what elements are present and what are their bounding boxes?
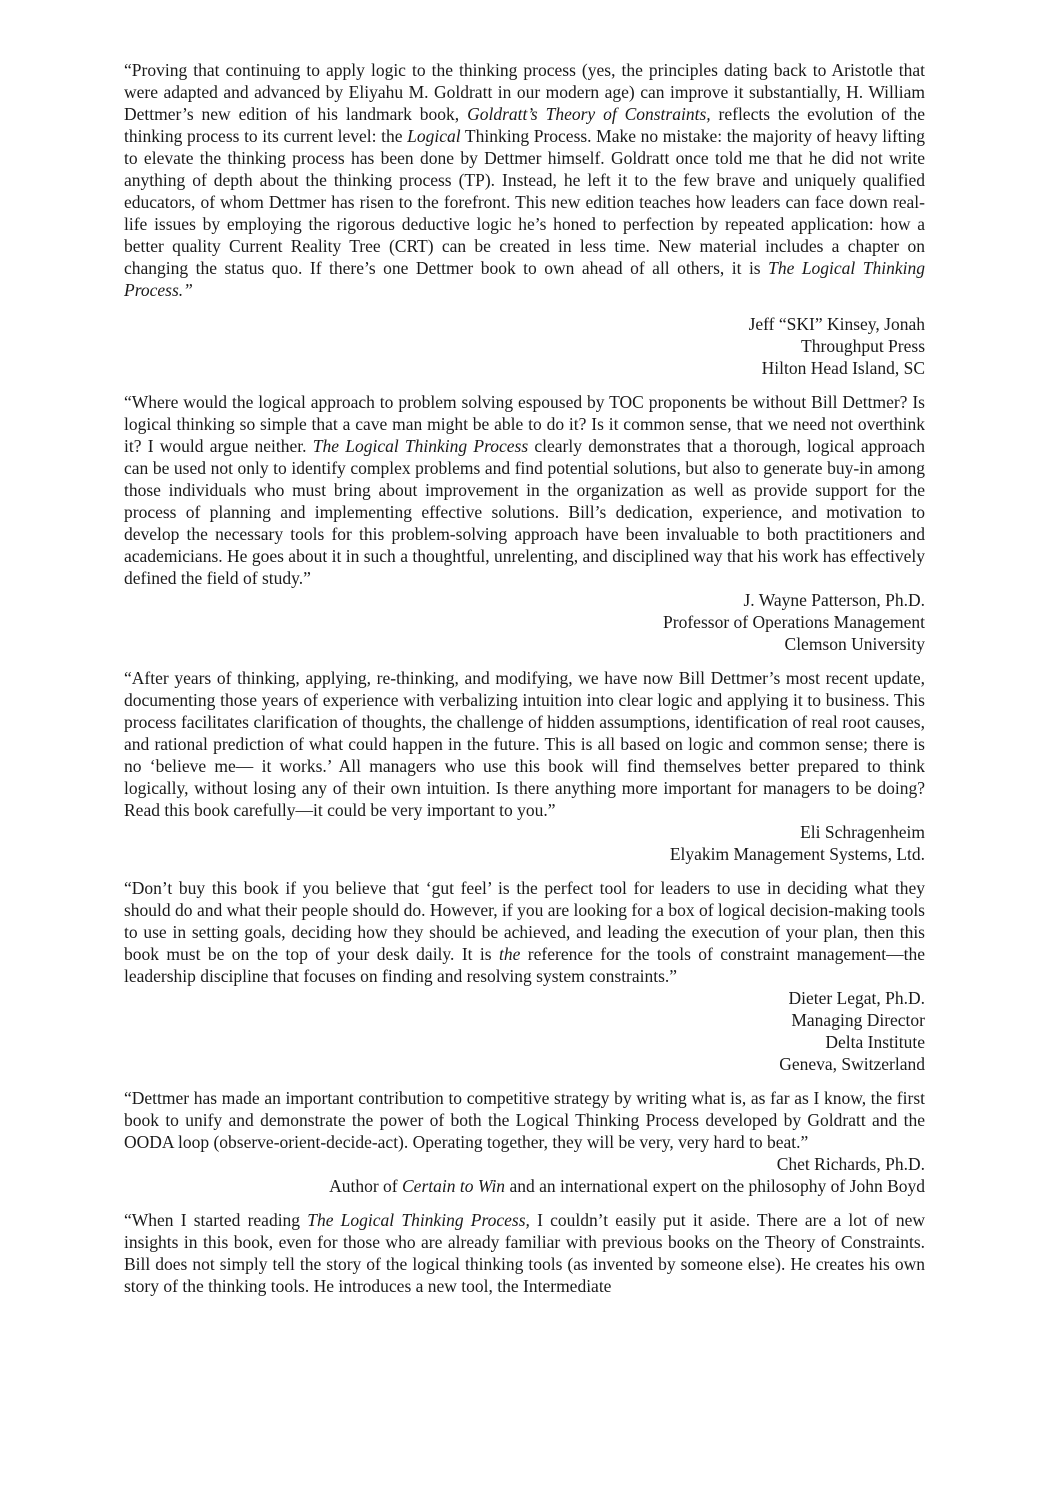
attribution-line: Geneva, Switzerland bbox=[779, 1054, 925, 1074]
attribution-line: Professor of Operations Management bbox=[663, 612, 925, 632]
testimonial-attribution bbox=[124, 821, 925, 865]
testimonial-attribution bbox=[124, 1153, 925, 1197]
attribution-line: J. Wayne Patterson, Ph.D. bbox=[743, 590, 925, 610]
testimonial-attribution bbox=[124, 313, 925, 379]
attribution-line: Elyakim Management Systems, Ltd. bbox=[669, 844, 925, 864]
attribution-line: Throughput Press bbox=[801, 336, 925, 356]
attribution-line: Hilton Head Island, SC bbox=[761, 358, 925, 378]
testimonial-quote: “Proving that continuing to apply logic to the thinking process (yes, the principles dating back to Aristotle that were adapted and advanced by Eliyahu M. Goldratt in our modern age) can improve it substantially, H. William Dettmer’s new edition of his landmark book, Goldratt’s Theory of Constraints, reflects the evolution of the thinking process to its current level: the Logical Thinking Process. Make no mistake: the majority of heavy lifting to elevate the thinking process has been done by Dettmer himself. Goldratt once told me that he did not write anything of depth about the thinking process (TP). Instead, he left it to the few brave and uniquely qualified educators, of whom Dettmer has risen to the forefront. This new edition teaches how leaders can face down real-life issues by employing the rigorous deductive logic he’s honed to perfection by repeated application: how a better quality Current Reality Tree (CRT) can be created in less time. New material includes a chapter on changing the status quo. If there’s one Dettmer book to own ahead of all others, it is The Logical Thinking Process.” bbox=[124, 60, 925, 300]
testimonial-quote: “When I started reading The Logical Thinking Process, I couldn’t easily put it aside. There are a lot of new insights in this book, even for those who are already familiar with previous books on the Theory of Constraints. Bill does not simply tell the story of the logical thinking tools (as invented by someone else). He creates his own story of the thinking tools. He introduces a new tool, the Intermediate bbox=[124, 1210, 925, 1296]
testimonial-attribution bbox=[124, 987, 925, 1075]
attribution-line: Author of Certain to Win and an international expert on the philosophy of John Boyd bbox=[329, 1176, 925, 1196]
testimonial-quote: “Dettmer has made an important contribution to competitive strategy by writing what is, as far as I know, the first book to unify and demonstrate the power of both the Logical Thinking Process developed by Goldratt and the OODA loop (observe-orient-decide-act). Operating together, they will be very, very hard to beat.” bbox=[124, 1088, 925, 1152]
testimonial-attribution bbox=[124, 589, 925, 655]
attribution-line: Jeff “SKI” Kinsey, Jonah bbox=[748, 314, 925, 334]
attribution-line: Clemson University bbox=[784, 634, 925, 654]
attribution-line: Managing Director bbox=[791, 1010, 925, 1030]
attribution-line: Chet Richards, Ph.D. bbox=[776, 1154, 925, 1174]
attribution-line: Eli Schragenheim bbox=[800, 822, 925, 842]
testimonial-quote: “Don’t buy this book if you believe that ‘gut feel’ is the perfect tool for leaders to use in deciding what they should do and what their people should do. However, if you are looking for a box of logical decision-making tools to use in setting goals, deciding how they should be achieved, and leading the execution of your plan, then this book must be on the top of your desk daily. It is the reference for the tools of constraint management—the leadership discipline that focuses on finding and resolving system constraints.” bbox=[124, 878, 925, 986]
attribution-line: Dieter Legat, Ph.D. bbox=[788, 988, 925, 1008]
testimonial-quote: “After years of thinking, applying, re-thinking, and modifying, we have now Bill Dettmer’s most recent update, documenting those years of experience with verbalizing intuition into clear logic and applying it to business. This process facilitates clarification of thoughts, the challenge of hidden assumptions, identification of real root causes, and rational prediction of what could happen in the future. This is all based on logic and common sense; there is no ‘believe me— it works.’ All managers who use this book will find themselves better prepared to think logically, without losing any of their own intuition. Is there anything more important for managers to be doing? Read this book carefully—it could be very important to you.” bbox=[124, 668, 925, 820]
attribution-line: Delta Institute bbox=[825, 1032, 925, 1052]
testimonial-quote: “Where would the logical approach to problem solving espoused by TOC proponents be without Bill Dettmer? Is logical thinking so simple that a cave man might be able to do it? Is it common sense, that we need not overthink it? I would argue neither. The Logical Thinking Process clearly demonstrates that a thorough, logical approach can be used not only to identify complex problems and find potential solutions, but also to generate buy-in among those individuals who must bring about improvement in the organization as well as provide support for the process of planning and implementing effective solutions. Bill’s dedication, experience, and motivation to develop the necessary tools for this problem-solving approach have been invaluable to both practitioners and academicians. He goes about it in such a thoughtful, unrelenting, and disciplined way that his work has effectively defined the field of study.” bbox=[124, 392, 925, 588]
